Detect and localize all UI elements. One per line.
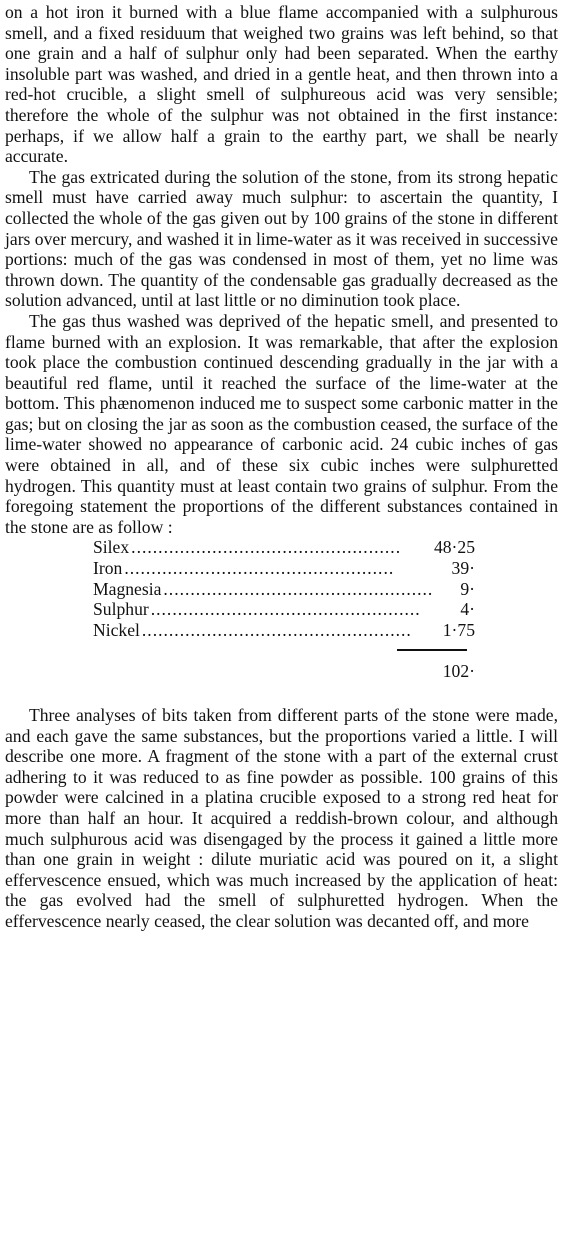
composition-row-silex xyxy=(93,537,475,558)
leader-dots: .................................................. xyxy=(150,599,421,620)
leader-dots: .................................................. xyxy=(131,537,402,558)
sum-rule-row xyxy=(93,640,475,661)
composition-row-nickel xyxy=(93,620,475,641)
composition-total-row xyxy=(93,661,475,685)
leader-dots: .................................................. xyxy=(141,619,412,640)
substance-value: 39· xyxy=(451,558,475,579)
leader-dots: .................................................. xyxy=(124,558,395,579)
substance-name: Sulphur xyxy=(93,599,149,620)
substance-name: Iron xyxy=(93,558,123,579)
composition-row-iron xyxy=(93,558,475,579)
sum-rule xyxy=(397,649,467,651)
paragraph-three-analyses: Three analyses of bits taken from different parts of the stone were made, and each gave the same substances, but the proportions varied a little. I will describe one more. A fragment of the stone with a part of the external crust adhering to it was reduced to as fine powder as possible. 100 grains of this powder were calcined in a platina crucible exposed to a strong red heat for more than half an hour. It acquired a reddish-brown colour, and although much sulphurous acid was disengaged by the process it gained a little more than one grain in weight : dilute muriatic acid was poured on it, a slight effervescence ensued, which was much increased by the application of heat: the gas evolved had the smell of sulphuretted hydrogen. When the effervescence nearly ceased, the clear solution was decanted off, and more xyxy=(5,705,558,931)
composition-row-sulphur xyxy=(93,599,475,620)
leader-dots: .................................................. xyxy=(163,578,434,599)
substance-value: 1·75 xyxy=(442,619,475,640)
paragraph-gas-extricated: The gas extricated during the solution of the stone, from its strong hepatic smell must have carried away much sulphur: to ascertain the quantity, I collected the whole of the gas given out by 100 grains of the stone in different jars over mercury, and washed it in lime-water as it was received in successive portions: much of the gas was condensed in most of them, yet no lime was thrown down. The quantity of the condensable gas gradually decreased as the solution advanced, until at last little or no diminution took place. xyxy=(5,166,558,311)
substance-value: 4· xyxy=(460,599,475,620)
paragraph-sulphur-residuum: on a hot iron it burned with a blue flame accompanied with a sulphurous smell, and a fixed residuum that weighed two grains was left behind, so that one grain and a half of sulphur only had been separated. When the earthy insoluble part was washed, and dried in a gentle heat, and then thrown into a red-hot crucible, a slight smell of sulphureous acid was very sensible; therefore the whole of the sulphur was not obtained in the first instance: perhaps, if we allow half a grain to the earthy part, we shall be nearly accurate. xyxy=(5,2,558,167)
substance-name: Silex xyxy=(93,537,130,558)
substance-name: Magnesia xyxy=(93,578,162,599)
paragraph-gas-washed: The gas thus washed was deprived of the hepatic smell, and presented to flame burned with an explosion. It was remarkable, that after the explosion took place the combustion continued descending gradually in the jar with a beautiful red flame, until it reached the surface of the lime-water at the bottom. This phænomenon induced me to suspect some carbonic matter in the gas; but on closing the jar as soon as the combustion ceased, the surface of the lime-water showed no appearance of carbonic acid. 24 cubic inches of gas were obtained in all, and of these six cubic inches were sulphuretted hydrogen. This quantity must at least contain two grains of sulphur. From the foregoing statement the proportions of the different substances contained in the stone are as follow : xyxy=(5,310,558,537)
substance-value: 48·25 xyxy=(433,537,475,558)
substance-value: 9· xyxy=(460,578,475,599)
section-gap xyxy=(5,685,558,705)
composition-table xyxy=(93,537,475,685)
composition-row-magnesia xyxy=(93,579,475,600)
composition-total: 102· xyxy=(442,661,475,681)
substance-name: Nickel xyxy=(93,619,140,640)
